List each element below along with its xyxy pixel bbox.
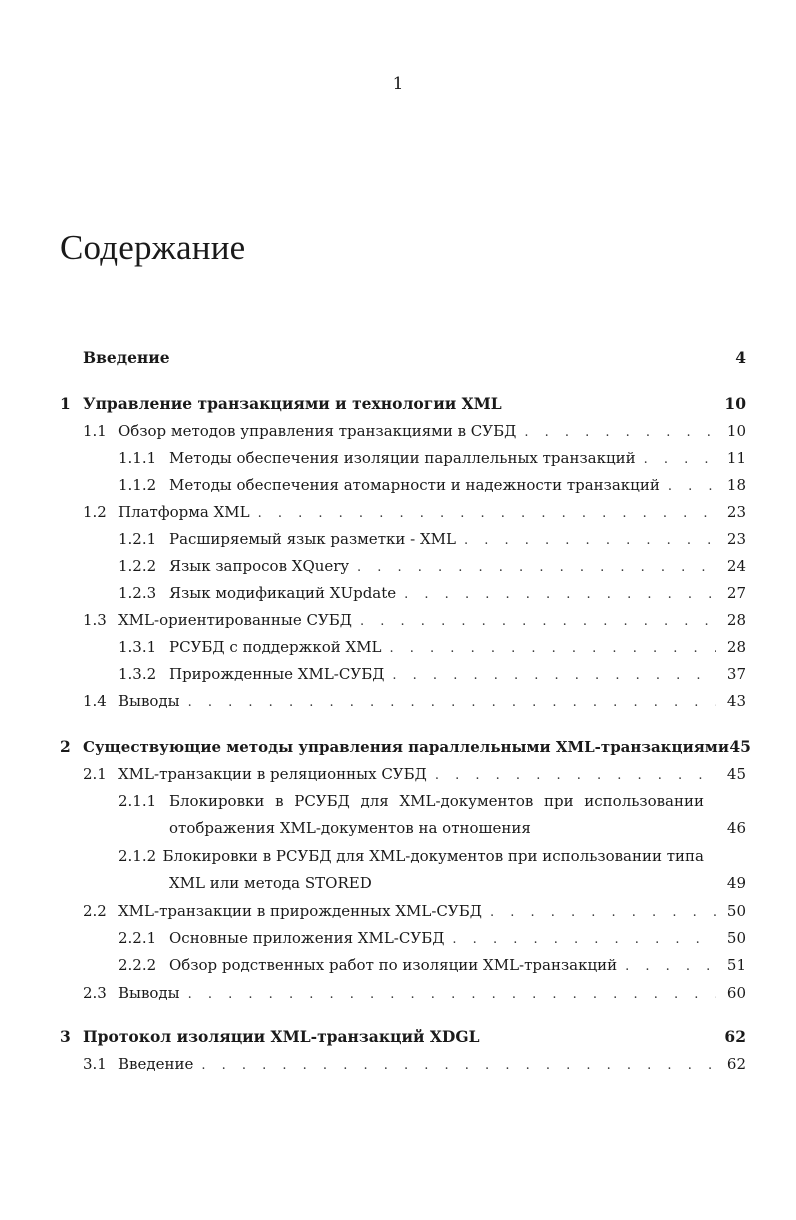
toc-subsection	[118, 472, 746, 498]
toc-entry-page: 50	[726, 902, 746, 920]
toc-leader-dots	[188, 690, 716, 716]
toc-entry-title: XML-ориентированные СУБД	[118, 611, 353, 629]
toc-entry-number: 3.1	[83, 1055, 107, 1073]
toc-subsection	[118, 526, 746, 552]
toc-entry-number: 1.2.3	[118, 584, 157, 602]
toc-subsection	[118, 634, 746, 660]
toc-entry-title: Методы обеспечения атомарности и надежности транзакций	[169, 476, 660, 494]
toc-leader-dots	[201, 1053, 716, 1079]
toc-entry-title: XML-транзакции в прирожденных XML-СУБД	[118, 902, 482, 920]
toc-entry-page: 11	[726, 449, 746, 467]
toc-entry-title: Введение	[83, 348, 170, 367]
toc-entry-title: Протокол изоляции XML-транзакций XDGL	[83, 1027, 480, 1046]
toc-entry-page: 43	[726, 692, 746, 710]
toc-entry-page: 50	[726, 929, 746, 947]
toc-subsection	[118, 445, 746, 471]
toc-entry-page: 49	[726, 874, 746, 892]
toc-entry-title: Выводы	[118, 692, 180, 710]
toc-leader-dots	[258, 501, 716, 527]
toc-entry-title: Выводы	[118, 984, 180, 1002]
toc-chapter-2	[60, 734, 751, 760]
toc-entry-page: 62	[726, 1055, 746, 1073]
toc-entry-page: 27	[726, 584, 746, 602]
toc-leader-dots	[524, 420, 716, 446]
toc-leader-dots	[392, 663, 716, 689]
toc-chapter-1	[60, 391, 746, 417]
toc-section	[83, 761, 746, 787]
toc-leader-dots	[390, 636, 716, 662]
toc-chapter-3	[60, 1024, 746, 1050]
toc-entry-number: 1.2.1	[118, 530, 157, 548]
toc-entry-page: 62	[724, 1027, 746, 1046]
toc-entry-intro	[83, 345, 746, 371]
toc-entry-title: Обзор родственных работ по изоляции XML-транзакций	[169, 956, 618, 974]
toc-entry-title: Блокировки в РСУБД для XML-документов при использовании типа	[162, 847, 704, 865]
toc-section	[83, 418, 746, 444]
toc-entry-number: 1.4	[83, 692, 107, 710]
toc-entry-page: 23	[726, 503, 746, 521]
toc-subsection	[118, 843, 746, 897]
toc-entry-page: 10	[726, 422, 746, 440]
toc-entry-number: 1.1.1	[118, 449, 157, 467]
toc-leader-dots	[644, 447, 716, 473]
toc-entry-page: 60	[726, 984, 746, 1002]
toc-entry-page: 24	[726, 557, 746, 575]
toc-section	[83, 980, 746, 1006]
toc-entry-page: 51	[726, 956, 746, 974]
toc-entry-title: Язык модификаций XUpdate	[169, 584, 397, 602]
toc-entry-number: 1.1	[83, 422, 107, 440]
toc-entry-page: 45	[726, 765, 746, 783]
toc-subsection	[118, 661, 746, 687]
toc-leader-dots	[404, 582, 716, 608]
toc-entry-page: 37	[726, 665, 746, 683]
toc-entry-number: 1.3.2	[118, 665, 157, 683]
toc-entry-number: 1.1.2	[118, 476, 157, 494]
toc-entry-title: Методы обеспечения изоляции параллельных транзакций	[169, 449, 636, 467]
toc-subsection	[118, 788, 746, 842]
toc-entry-number: 1.3.1	[118, 638, 157, 656]
toc-entry-number: 2.2.2	[118, 956, 157, 974]
toc-leader-dots	[668, 474, 716, 500]
toc-entry-number: 3	[60, 1027, 71, 1046]
toc-entry-page: 4	[735, 348, 746, 367]
toc-leader-dots	[464, 528, 716, 554]
toc-leader-dots	[360, 609, 716, 635]
toc-entry-page: 28	[726, 611, 746, 629]
toc-entry-page: 18	[726, 476, 746, 494]
toc-entry-title: Язык запросов XQuery	[169, 557, 349, 575]
toc-entry-number: 2.2	[83, 902, 107, 920]
toc-entry-number: 1.3	[83, 611, 107, 629]
page-title: Содержание	[60, 228, 246, 267]
toc-entry-title: Введение	[118, 1055, 194, 1073]
toc-entry-page: 46	[726, 819, 746, 837]
toc-section	[83, 499, 746, 525]
toc-entry-number: 1	[60, 394, 71, 413]
toc-entry-title: Блокировки в РСУБД для XML-документов при использовании	[169, 792, 704, 810]
toc-entry-title: Обзор методов управления транзакциями в СУБД	[118, 422, 517, 440]
toc-entry-number: 2.1	[83, 765, 107, 783]
toc-entry-number: 2.1.2	[118, 847, 157, 865]
toc-leader-dots	[490, 900, 716, 926]
toc-subsection	[118, 925, 746, 951]
toc-section	[83, 688, 746, 714]
toc-entry-page: 23	[726, 530, 746, 548]
toc-entry-number: 1.2	[83, 503, 107, 521]
toc-entry-page: 28	[726, 638, 746, 656]
toc-subsection	[118, 553, 746, 579]
toc-leader-dots	[435, 763, 716, 789]
page-number: 1	[392, 74, 404, 94]
toc-entry-page: 10	[724, 394, 746, 413]
toc-entry-title: Платформа XML	[118, 503, 250, 521]
toc-entry-title: Существующие методы управления параллельными XML-транзакциями	[83, 738, 729, 756]
toc-leader-dots	[188, 982, 716, 1008]
toc-leader-dots	[357, 555, 716, 581]
toc-entry-title: Расширяемый язык разметки - XML	[169, 530, 456, 548]
toc-leader-dots	[625, 954, 716, 980]
toc-entry-title: XML-транзакции в реляционных СУБД	[118, 765, 427, 783]
toc-section	[83, 607, 746, 633]
toc-entry-number: 2.2.1	[118, 929, 157, 947]
toc-entry-title: Управление транзакциями и технологии XML	[83, 394, 502, 413]
toc-section	[83, 898, 746, 924]
toc-subsection	[118, 952, 746, 978]
toc-leader-dots	[452, 927, 716, 953]
toc-entry-number: 2	[60, 737, 71, 756]
toc-entry-title-continued: XML или метода STORED	[169, 874, 372, 892]
toc-entry-title: РСУБД с поддержкой XML	[169, 638, 382, 656]
toc-entry-title-continued: отображения XML-документов на отношения	[169, 819, 531, 837]
toc-entry-title: Прирожденные XML-СУБД	[169, 665, 385, 683]
toc-entry-number: 2.3	[83, 984, 107, 1002]
toc-subsection	[118, 580, 746, 606]
toc-entry-number: 1.2.2	[118, 557, 157, 575]
toc-entry-title: Основные приложения XML-СУБД	[169, 929, 445, 947]
toc-entry-number: 2.1.1	[118, 792, 157, 810]
toc-entry-page: 45	[729, 737, 751, 756]
toc-section	[83, 1051, 746, 1077]
